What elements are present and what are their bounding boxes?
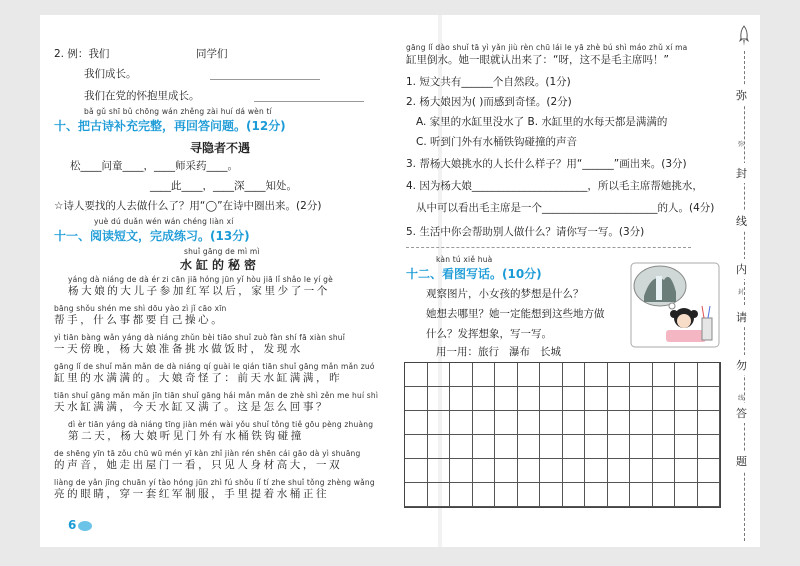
- writing-grid-cell[interactable]: [473, 411, 496, 435]
- seal-char: 勿: [736, 355, 747, 375]
- continuation-pinyin: gāng lǐ dào shuǐ tā yì yǎn jiù rèn chū lái le yā zhè bú shì máo zhǔ xí ma: [406, 43, 688, 52]
- writing-grid-cell[interactable]: [585, 483, 608, 507]
- writing-grid-cell[interactable]: [563, 387, 586, 411]
- writing-grid-cell[interactable]: [428, 387, 451, 411]
- writing-grid-cell[interactable]: [428, 483, 451, 507]
- story-title: 水缸的秘密: [180, 258, 261, 272]
- writing-grid-cell[interactable]: [585, 387, 608, 411]
- writing-grid-cell[interactable]: [698, 387, 721, 411]
- answer-line: [254, 101, 364, 102]
- writing-grid-cell[interactable]: [450, 387, 473, 411]
- sec12-prompt-3: 什么？发挥想象，写一写。: [426, 328, 552, 340]
- writing-grid-cell[interactable]: [675, 363, 698, 387]
- story-pinyin-line: tiān shuǐ gāng mǎn mǎn jīn tiān shuǐ gāng hái mǎn mǎn de zhè shì zěn me huí shì: [54, 391, 379, 400]
- story-pinyin-line: de shēng yīn tā zǒu chū wū mén yī kàn zhǐ jiàn rén shēn cái gāo dà yì shuāng: [54, 449, 361, 458]
- writing-grid-cell[interactable]: [428, 435, 451, 459]
- writing-grid-cell[interactable]: [585, 363, 608, 387]
- writing-grid-cell[interactable]: [450, 483, 473, 507]
- story-text-line: 亮的眼睛，穿一套红军制服，手里提着水桶正往: [54, 488, 330, 500]
- writing-grid-cell[interactable]: [675, 411, 698, 435]
- story-pinyin-line: bāng shǒu shén me shì dōu yào zì jǐ cāo xīn: [54, 304, 227, 313]
- writing-grid-cell[interactable]: [518, 459, 541, 483]
- story-text-line: 第二天，杨大娘听见门外有水桶铁钩碰撞: [68, 430, 304, 442]
- writing-grid-cell[interactable]: [608, 483, 631, 507]
- writing-grid-cell[interactable]: [653, 363, 676, 387]
- reading-question: 2. 杨大娘因为( )而感到奇怪。(2分): [406, 96, 572, 108]
- q2-line3: 我们在党的怀抱里成长。: [84, 90, 200, 102]
- writing-grid-cell[interactable]: [563, 483, 586, 507]
- continuation-text: 缸里倒水。她一眼就认出来了：“呀，这不是毛主席吗！”: [406, 54, 669, 66]
- poem-line-2: ____此____，____深____知处。: [150, 180, 297, 192]
- writing-grid-cell[interactable]: [563, 411, 586, 435]
- writing-grid-cell[interactable]: [675, 483, 698, 507]
- writing-grid-cell[interactable]: [495, 459, 518, 483]
- reading-question: A. 家里的水缸里没水了 B. 水缸里的水每天都是满满的: [416, 116, 668, 128]
- girl-dreaming-illustration: [630, 262, 720, 348]
- seal-small: 线: [738, 395, 745, 402]
- writing-grid-cell[interactable]: [450, 411, 473, 435]
- writing-grid-cell[interactable]: [608, 387, 631, 411]
- writing-grid-cell[interactable]: [653, 411, 676, 435]
- writing-grid-cell[interactable]: [428, 363, 451, 387]
- writing-grid-cell[interactable]: [698, 459, 721, 483]
- seal-char: 弥: [736, 85, 747, 105]
- reading-question: 1. 短文共有______个自然段。(1分): [406, 76, 571, 88]
- story-text-line: 帮手，什么事都要自己操心。: [54, 314, 225, 326]
- word-list: 用一用：旅行 瀑布 长城: [436, 346, 562, 358]
- writing-grid-cell[interactable]: [473, 459, 496, 483]
- writing-grid-cell[interactable]: [585, 459, 608, 483]
- writing-grid-cell[interactable]: [540, 363, 563, 387]
- reading-question: C. 听到门外有水桶铁钩碰撞的声音: [416, 136, 578, 148]
- writing-grid-cell[interactable]: [630, 411, 653, 435]
- writing-grid-cell[interactable]: [630, 387, 653, 411]
- writing-grid-cell[interactable]: [540, 411, 563, 435]
- story-pinyin-line: dì èr tiān yáng dà niáng tīng jiàn mén wài yǒu shuǐ tǒng tiě gōu pèng zhuàng: [68, 420, 374, 429]
- writing-grid-cell[interactable]: [495, 363, 518, 387]
- writing-grid-cell[interactable]: [473, 435, 496, 459]
- writing-grid-cell[interactable]: [608, 363, 631, 387]
- story-text-line: 缸里的水满满的。大娘奇怪了：前天水缸满满，昨: [54, 372, 343, 384]
- seal-char: 题: [736, 451, 747, 471]
- writing-grid-cell[interactable]: [518, 483, 541, 507]
- writing-grid-cell[interactable]: [473, 483, 496, 507]
- reading-question: 4. 因为杨大娘______________________，所以毛主席帮她挑水，: [406, 180, 703, 192]
- writing-grid-cell[interactable]: [585, 411, 608, 435]
- reading-question: 从中可以看出毛主席是一个______________________的人。(4分): [416, 202, 715, 214]
- writing-grid-cell[interactable]: [450, 363, 473, 387]
- writing-grid-cell[interactable]: [675, 459, 698, 483]
- poem-question: ☆诗人要找的人去做什么了？用“◯”在诗中圈出来。(2分): [54, 200, 322, 212]
- worksheet: [40, 15, 760, 547]
- writing-grid-cell[interactable]: [428, 459, 451, 483]
- story-pinyin-line: gāng lǐ de shuǐ mǎn mǎn de dà niáng qí guài le qián tiān shuǐ gāng mǎn mǎn zuó: [54, 362, 375, 371]
- seal-small: 弥: [738, 141, 745, 148]
- writing-grid-cell[interactable]: [675, 387, 698, 411]
- page-number: 6: [68, 518, 92, 532]
- rocket-icon: [738, 25, 750, 47]
- answer-line: [210, 79, 320, 80]
- reading-question: 3. 帮杨大娘挑水的人长什么样子？用“______”画出来。(3分): [406, 158, 687, 170]
- writing-grid-cell[interactable]: [540, 387, 563, 411]
- writing-grid-cell[interactable]: [473, 363, 496, 387]
- seal-small: 封: [738, 289, 745, 296]
- writing-grid-cell[interactable]: [518, 435, 541, 459]
- story-text-line: 一天傍晚，杨大娘准备挑水做饭时，发现水: [54, 343, 303, 355]
- writing-grid-cell[interactable]: [563, 363, 586, 387]
- seal-char: 答: [736, 403, 747, 423]
- writing-grid-cell[interactable]: [630, 363, 653, 387]
- writing-grid-cell[interactable]: [608, 411, 631, 435]
- reading-question: 5. 生活中你会帮助别人做什么？请你写一写。(3分): [406, 226, 645, 238]
- writing-grid-cell[interactable]: [698, 435, 721, 459]
- seal-char: 封: [736, 163, 747, 183]
- writing-grid-cell[interactable]: [653, 459, 676, 483]
- writing-grid-cell[interactable]: [698, 411, 721, 435]
- writing-grid-cell[interactable]: [698, 363, 721, 387]
- writing-grid-cell[interactable]: [698, 483, 721, 507]
- story-pinyin-line: liàng de yǎn jīng chuān yí tào hóng jūn zhì fú shǒu lǐ tí zhe shuǐ tǒng zhèng wǎng: [54, 478, 375, 487]
- writing-grid-cell[interactable]: [563, 435, 586, 459]
- writing-grid-cell[interactable]: [653, 435, 676, 459]
- writing-grid-cell[interactable]: [495, 435, 518, 459]
- sec12-prompt-1: 观察图片，小女孩的梦想是什么？: [426, 288, 584, 300]
- seal-char: 线: [736, 211, 747, 231]
- writing-grid-cell[interactable]: [608, 435, 631, 459]
- writing-grid-cell[interactable]: [518, 363, 541, 387]
- story-text-line: 的声音，她走出屋门一看，只见人身材高大，一双: [54, 459, 343, 471]
- writing-grid-cell[interactable]: [495, 411, 518, 435]
- section-11-heading: 十一、阅读短文，完成练习。(13分): [54, 229, 250, 243]
- seal-line-sidebar: [728, 15, 760, 547]
- section-10-heading: 十、把古诗补充完整，再回答问题。(12分): [54, 119, 286, 133]
- q2-example: 2. 例：我们 同学们: [54, 48, 228, 60]
- seal-char: 请: [736, 307, 747, 327]
- writing-grid-cell[interactable]: [630, 435, 653, 459]
- story-text-line: 杨大娘的大儿子参加红军以后，家里少了一个: [68, 285, 330, 297]
- writing-grid-cell[interactable]: [540, 459, 563, 483]
- poem-line-1: 松____问童____，____师采药____。: [70, 160, 238, 172]
- story-title-pinyin: shuǐ gāng de mì mì: [184, 247, 260, 256]
- writing-grid-cell[interactable]: [405, 387, 428, 411]
- writing-grid-cell[interactable]: [518, 387, 541, 411]
- writing-grid-cell[interactable]: [428, 411, 451, 435]
- writing-grid-cell[interactable]: [653, 387, 676, 411]
- writing-grid-cell[interactable]: [540, 483, 563, 507]
- sec12-prompt-2: 她想去哪里？她一定能想到这些地方做: [426, 308, 605, 320]
- writing-grid-cell[interactable]: [495, 483, 518, 507]
- story-text-line: 天水缸满满，今天水缸又满了。这是怎么回事？: [54, 401, 330, 413]
- writing-grid-cell[interactable]: [450, 435, 473, 459]
- story-pinyin-line: yì tiān bàng wǎn yáng dà niáng zhǔn bèi tiāo shuǐ zuò fàn shí fā xiàn shuǐ: [54, 333, 346, 342]
- section-12-heading: 十二、看图写话。(10分): [406, 267, 542, 281]
- writing-grid-cell[interactable]: [405, 435, 428, 459]
- answer-line: [406, 247, 691, 248]
- writing-grid-cell[interactable]: [675, 435, 698, 459]
- poem-title: 寻隐者不遇: [190, 141, 251, 155]
- writing-grid-cell[interactable]: [405, 483, 428, 507]
- writing-grid[interactable]: [404, 362, 721, 508]
- writing-grid-cell[interactable]: [405, 363, 428, 387]
- sec10-pinyin: bǎ gǔ shī bǔ chōng wán zhěng zài huí dá wèn tí: [84, 107, 272, 116]
- writing-grid-cell[interactable]: [630, 459, 653, 483]
- sec11-pinyin: yuè dú duǎn wén wán chéng liàn xí: [94, 217, 234, 226]
- writing-grid-cell[interactable]: [585, 435, 608, 459]
- writing-grid-cell[interactable]: [518, 411, 541, 435]
- writing-grid-cell[interactable]: [495, 387, 518, 411]
- story-pinyin-line: yáng dà niáng de dà ér zi cān jiā hóng jūn yǐ hòu jiā lǐ shǎo le yí gè: [68, 275, 333, 284]
- writing-grid-cell[interactable]: [405, 459, 428, 483]
- writing-grid-cell[interactable]: [405, 411, 428, 435]
- seal-char: 内: [736, 259, 747, 279]
- q2-line2: 我们成长。: [84, 68, 137, 80]
- writing-grid-cell[interactable]: [473, 387, 496, 411]
- writing-grid-cell[interactable]: [630, 483, 653, 507]
- writing-grid-cell[interactable]: [653, 483, 676, 507]
- writing-grid-cell[interactable]: [608, 459, 631, 483]
- writing-grid-cell[interactable]: [563, 459, 586, 483]
- writing-grid-cell[interactable]: [450, 459, 473, 483]
- writing-grid-cell[interactable]: [540, 435, 563, 459]
- sec12-pinyin: kàn tú xiě huà: [436, 255, 493, 264]
